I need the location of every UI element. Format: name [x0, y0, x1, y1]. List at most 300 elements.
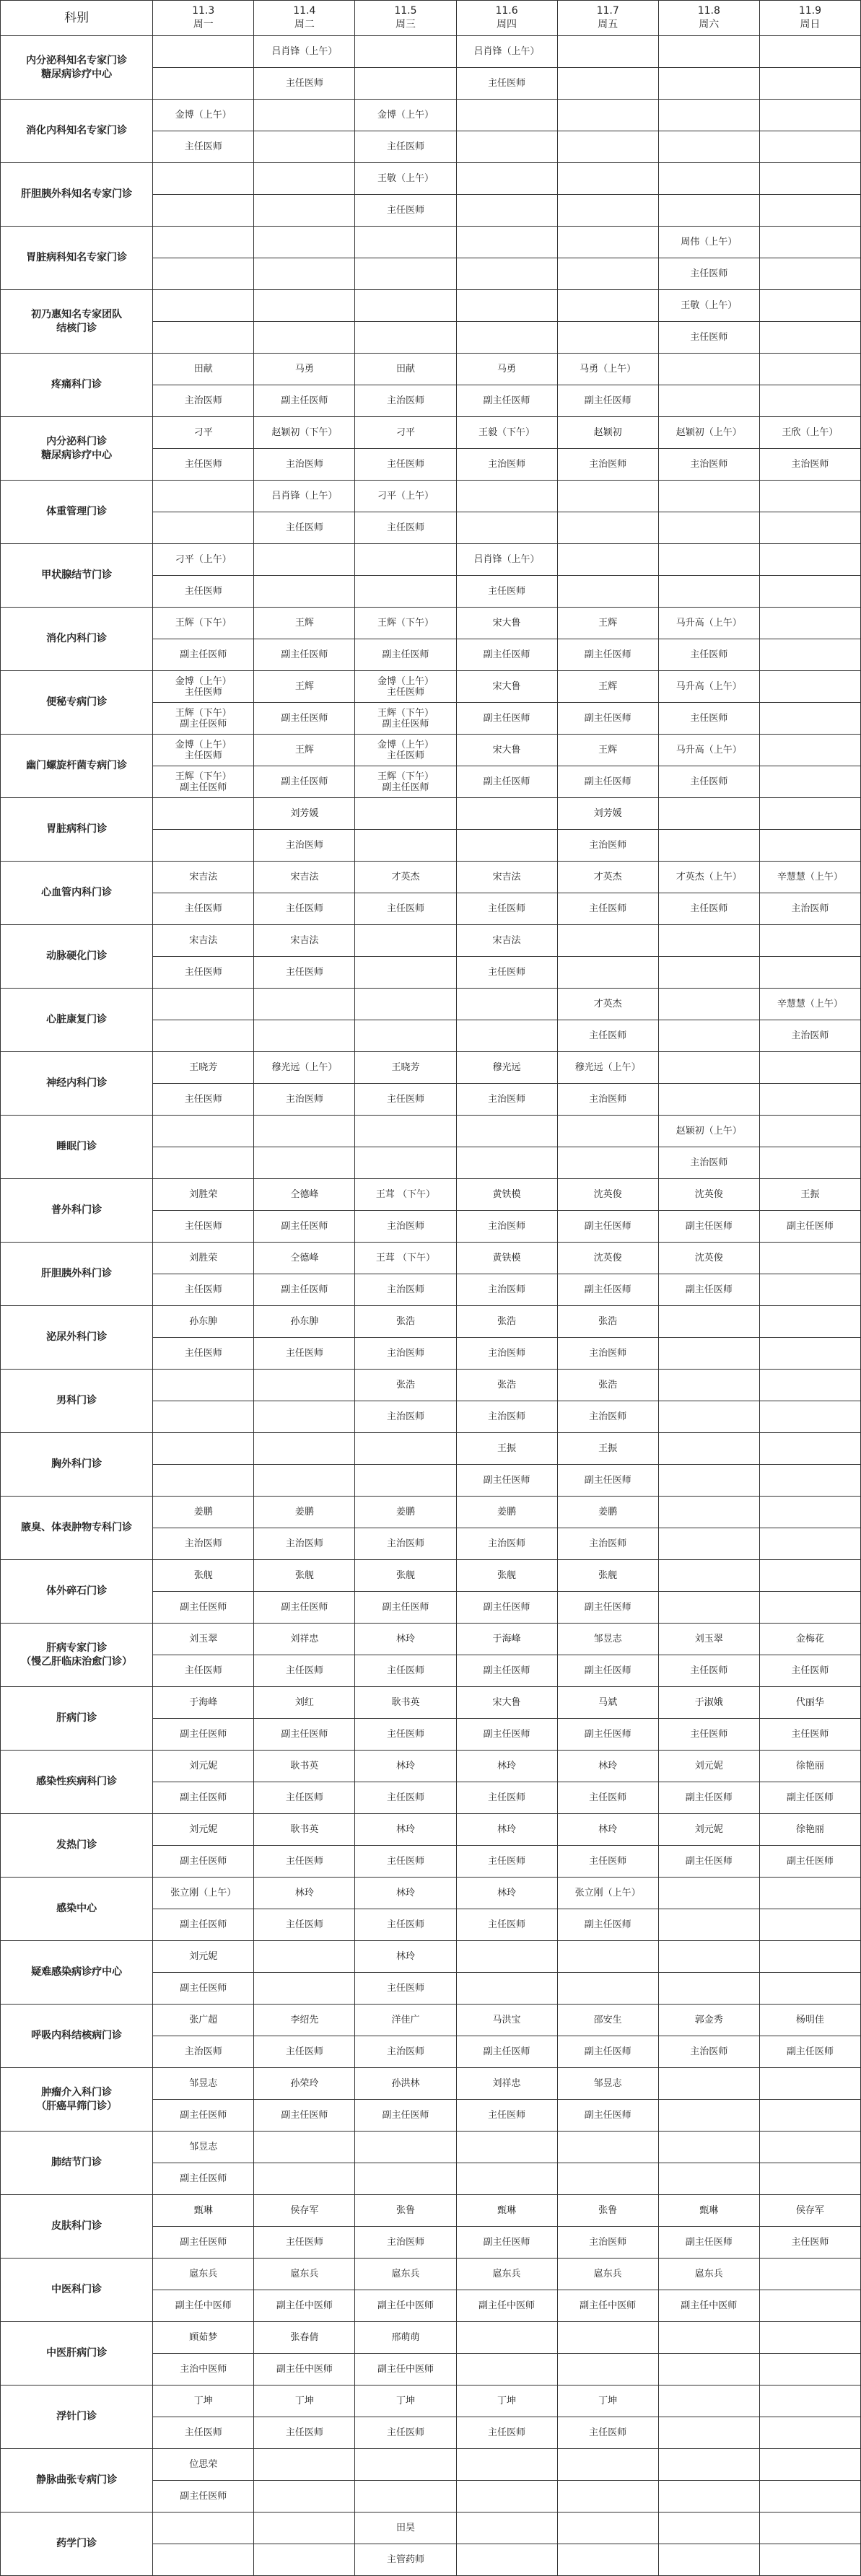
day-date: 11.6: [495, 5, 518, 17]
doctor-cell: [759, 2322, 860, 2354]
doctor-row: [1, 925, 861, 957]
doctor-cell: [557, 100, 658, 131]
title-cell: 副主任医师: [658, 1846, 759, 1878]
doctor-cell: 王辉: [254, 671, 355, 703]
title-cell: [658, 1020, 759, 1052]
title-cell: 主任医师: [658, 766, 759, 798]
doctor-cell: [355, 544, 456, 576]
title-cell: 副主任医师: [456, 1592, 557, 1624]
doctor-cell: 金博（上午） 主任医师: [355, 671, 456, 703]
title-cell: [254, 1147, 355, 1179]
title-cell: 副主任医师: [759, 1211, 860, 1243]
title-cell: 副主任医师: [658, 1211, 759, 1243]
doctor-cell: 刘胜荣: [153, 1179, 254, 1211]
title-cell: 主任医师: [254, 1338, 355, 1370]
doctor-cell: 丁坤: [254, 2386, 355, 2417]
title-cell: 主任医师: [456, 1909, 557, 1941]
doctor-cell: 王振: [557, 1433, 658, 1465]
title-cell: 主治医师: [153, 1528, 254, 1560]
doctor-cell: [153, 290, 254, 322]
doctor-cell: 田献: [355, 354, 456, 385]
doctor-row: [1, 608, 861, 639]
title-cell: 主治医师: [254, 1084, 355, 1116]
doctor-cell: [254, 1370, 355, 1401]
doctor-cell: [759, 1052, 860, 1084]
doctor-cell: [355, 2132, 456, 2163]
doctor-cell: [658, 1433, 759, 1465]
title-cell: 主任医师: [153, 576, 254, 608]
title-cell: [153, 1020, 254, 1052]
title-cell: [759, 258, 860, 290]
department-name: 肝病门诊: [1, 1687, 153, 1751]
doctor-cell: [557, 163, 658, 195]
day-header: [456, 1, 557, 36]
title-cell: 主任医师: [355, 1782, 456, 1814]
title-cell: [759, 322, 860, 354]
department-name: 胸外科门诊: [1, 1433, 153, 1497]
doctor-cell: [658, 1370, 759, 1401]
doctor-cell: 宋吉法: [153, 862, 254, 893]
title-cell: [759, 68, 860, 100]
title-cell: 主任医师: [153, 131, 254, 163]
department-name: 体重管理门诊: [1, 481, 153, 544]
doctor-row: [1, 1243, 861, 1274]
title-cell: 王辉（下午） 副主任医师: [355, 703, 456, 735]
title-cell: 主任医师: [456, 1782, 557, 1814]
department-name: 中医肝病门诊: [1, 2322, 153, 2386]
doctor-cell: 王辉: [254, 735, 355, 766]
doctor-cell: [153, 1433, 254, 1465]
doctor-row: [1, 1116, 861, 1147]
title-cell: [658, 2163, 759, 2195]
doctor-cell: 张舰: [557, 1560, 658, 1592]
doctor-cell: 才英杰: [557, 862, 658, 893]
doctor-row: [1, 354, 861, 385]
title-cell: 副主任医师: [355, 1592, 456, 1624]
doctor-cell: [557, 481, 658, 512]
doctor-cell: [254, 2132, 355, 2163]
doctor-cell: 刘元妮: [153, 1751, 254, 1782]
title-cell: 主任医师: [355, 1909, 456, 1941]
doctor-cell: [355, 290, 456, 322]
title-cell: [658, 830, 759, 862]
title-cell: [153, 512, 254, 544]
title-cell: 主任医师: [456, 68, 557, 100]
doctor-row: [1, 2513, 861, 2544]
title-cell: 主治医师: [557, 1528, 658, 1560]
doctor-cell: 周伟（上午）: [658, 227, 759, 258]
title-cell: [153, 1147, 254, 1179]
title-cell: 主治医师: [355, 2227, 456, 2259]
doctor-row: [1, 163, 861, 195]
department-name: 消化内科门诊: [1, 608, 153, 671]
title-cell: [759, 1592, 860, 1624]
title-cell: 主治医师: [456, 1338, 557, 1370]
doctor-cell: [658, 2449, 759, 2481]
department-name: 甲状腺结节门诊: [1, 544, 153, 608]
doctor-cell: 辛慧慧（上午）: [759, 862, 860, 893]
doctor-cell: 林玲: [355, 1941, 456, 1973]
doctor-row: [1, 1687, 861, 1719]
title-cell: 主任医师: [355, 1655, 456, 1687]
title-cell: [658, 957, 759, 989]
doctor-cell: 王晓芳: [355, 1052, 456, 1084]
day-date: 11.4: [293, 5, 316, 17]
title-cell: [557, 1973, 658, 2005]
doctor-cell: 宋吉法: [456, 925, 557, 957]
doctor-cell: 张浩: [557, 1306, 658, 1338]
doctor-cell: 王辉（下午）: [153, 608, 254, 639]
title-cell: 副主任医师: [456, 1719, 557, 1751]
doctor-cell: [557, 2449, 658, 2481]
day-weekday: 周二: [294, 19, 315, 30]
title-cell: 副主任医师: [355, 2100, 456, 2132]
doctor-cell: [759, 544, 860, 576]
doctor-cell: 刘元妮: [153, 1941, 254, 1973]
doctor-cell: 赵颖初（上午）: [658, 1116, 759, 1147]
doctor-cell: 穆光远: [456, 1052, 557, 1084]
doctor-cell: [557, 544, 658, 576]
doctor-cell: 姜鹏: [456, 1497, 557, 1528]
doctor-cell: [759, 2449, 860, 2481]
title-cell: 主任医师: [254, 893, 355, 925]
doctor-cell: 吕肖锋（上午）: [456, 36, 557, 68]
doctor-cell: 马升高（上午）: [658, 735, 759, 766]
department-name: 泌尿外科门诊: [1, 1306, 153, 1370]
doctor-cell: 林玲: [355, 1624, 456, 1655]
title-cell: 主治医师: [759, 449, 860, 481]
title-cell: [658, 1338, 759, 1370]
day-date: 11.8: [697, 5, 720, 17]
doctor-row: [1, 36, 861, 68]
title-cell: 副主任医师: [759, 2036, 860, 2068]
doctor-cell: 才英杰: [557, 989, 658, 1020]
doctor-row: [1, 2449, 861, 2481]
title-cell: 主治医师: [355, 385, 456, 417]
doctor-cell: 辛慧慧（上午）: [759, 989, 860, 1020]
title-cell: [557, 576, 658, 608]
department-name: 内分泌科知名专家门诊 糖尿病诊疗中心: [1, 36, 153, 100]
title-cell: [658, 576, 759, 608]
title-cell: [254, 195, 355, 227]
title-cell: 主治医师: [355, 1338, 456, 1370]
title-cell: 副主任医师: [456, 385, 557, 417]
title-cell: [254, 2481, 355, 2513]
title-cell: [759, 385, 860, 417]
title-cell: 副主任医师: [557, 2100, 658, 2132]
doctor-row: [1, 1306, 861, 1338]
doctor-cell: [759, 163, 860, 195]
department-name: 肿瘤介入科门诊 （肝癌早筛门诊）: [1, 2068, 153, 2132]
doctor-cell: 林玲: [557, 1814, 658, 1846]
doctor-cell: 张舰: [153, 1560, 254, 1592]
day-header: [355, 1, 456, 36]
doctor-cell: 张浩: [456, 1306, 557, 1338]
doctor-cell: 邵安生: [557, 2005, 658, 2036]
doctor-cell: 邹昱志: [557, 2068, 658, 2100]
doctor-cell: [254, 1116, 355, 1147]
title-cell: 副主任中医师: [456, 2290, 557, 2322]
doctor-cell: [557, 925, 658, 957]
title-cell: 主治医师: [153, 385, 254, 417]
doctor-cell: [456, 1941, 557, 1973]
title-cell: 主任医师: [254, 2227, 355, 2259]
doctor-cell: 丁坤: [456, 2386, 557, 2417]
department-name: 感染中心: [1, 1878, 153, 1941]
title-cell: 主任医师: [557, 1846, 658, 1878]
title-cell: 主治医师: [355, 2036, 456, 2068]
title-cell: [658, 68, 759, 100]
doctor-cell: 林玲: [254, 1878, 355, 1909]
title-cell: [658, 2481, 759, 2513]
doctor-cell: 田献: [153, 354, 254, 385]
doctor-cell: [658, 544, 759, 576]
title-cell: 王辉（下午） 副主任医师: [153, 703, 254, 735]
doctor-cell: [759, 925, 860, 957]
doctor-cell: [759, 100, 860, 131]
department-name: 神经内科门诊: [1, 1052, 153, 1116]
doctor-cell: [153, 1116, 254, 1147]
doctor-cell: [658, 1560, 759, 1592]
doctor-cell: 张浩: [355, 1306, 456, 1338]
department-name: 药学门诊: [1, 2513, 153, 2576]
title-cell: [153, 258, 254, 290]
doctor-cell: 张舰: [456, 1560, 557, 1592]
title-cell: [759, 2100, 860, 2132]
dept-column-header: 科别: [1, 1, 153, 36]
title-cell: 副主任医师: [254, 1274, 355, 1306]
doctor-cell: [557, 1116, 658, 1147]
title-cell: [254, 1401, 355, 1433]
doctor-cell: 金博（上午）: [153, 100, 254, 131]
day-weekday: 周五: [598, 19, 619, 30]
department-name: 肺结节门诊: [1, 2132, 153, 2195]
doctor-cell: 吕肖锋（上午）: [254, 36, 355, 68]
doctor-cell: [153, 481, 254, 512]
title-cell: [658, 195, 759, 227]
doctor-cell: [658, 925, 759, 957]
doctor-row: [1, 1370, 861, 1401]
doctor-row: [1, 2259, 861, 2290]
department-name: 心血管内科门诊: [1, 862, 153, 925]
doctor-row: [1, 798, 861, 830]
title-cell: 副主任中医师: [254, 2354, 355, 2386]
doctor-cell: 林玲: [456, 1814, 557, 1846]
doctor-row: [1, 2195, 861, 2227]
doctor-row: [1, 1878, 861, 1909]
title-cell: [759, 1147, 860, 1179]
title-cell: [456, 830, 557, 862]
title-cell: [153, 2544, 254, 2576]
doctor-cell: 张舰: [254, 1560, 355, 1592]
doctor-cell: [456, 2322, 557, 2354]
title-cell: 主任医师: [557, 893, 658, 925]
doctor-cell: 穆光远（上午）: [254, 1052, 355, 1084]
title-cell: [658, 2100, 759, 2132]
doctor-cell: 位思荣: [153, 2449, 254, 2481]
doctor-cell: 宋大鲁: [456, 608, 557, 639]
title-cell: 主任医师: [658, 1719, 759, 1751]
title-cell: 主治医师: [355, 1401, 456, 1433]
doctor-cell: 王辉（下午）: [355, 608, 456, 639]
doctor-cell: [254, 1433, 355, 1465]
doctor-cell: [658, 2068, 759, 2100]
doctor-cell: [658, 163, 759, 195]
doctor-row: [1, 1497, 861, 1528]
day-header: [759, 1, 860, 36]
department-name: 便秘专病门诊: [1, 671, 153, 735]
title-cell: 主任医师: [658, 1655, 759, 1687]
title-cell: 主任医师: [456, 2100, 557, 2132]
title-cell: 主任医师: [254, 1846, 355, 1878]
title-cell: [456, 1020, 557, 1052]
doctor-cell: [355, 925, 456, 957]
title-cell: 副主任医师: [658, 1782, 759, 1814]
doctor-cell: 林玲: [557, 1751, 658, 1782]
doctor-cell: 金博（上午） 主任医师: [153, 671, 254, 703]
doctor-cell: 代丽华: [759, 1687, 860, 1719]
title-cell: 主任医师: [456, 1846, 557, 1878]
title-cell: [658, 2354, 759, 2386]
doctor-cell: 金博（上午）: [355, 100, 456, 131]
doctor-cell: [557, 2322, 658, 2354]
doctor-cell: [658, 1497, 759, 1528]
doctor-cell: [759, 1370, 860, 1401]
department-name: 感染性疾病科门诊: [1, 1751, 153, 1814]
department-name: 静脉曲张专病门诊: [1, 2449, 153, 2513]
title-cell: 主任医师: [759, 1719, 860, 1751]
doctor-cell: [355, 36, 456, 68]
title-cell: 主治医师: [658, 2036, 759, 2068]
title-cell: 主治医师: [759, 1020, 860, 1052]
doctor-row: [1, 1624, 861, 1655]
title-cell: [456, 1147, 557, 1179]
doctor-cell: 张鲁: [355, 2195, 456, 2227]
doctor-cell: 吕肖锋（上午）: [254, 481, 355, 512]
doctor-cell: 邹昱志: [153, 2132, 254, 2163]
doctor-cell: [658, 989, 759, 1020]
title-cell: [759, 1084, 860, 1116]
doctor-cell: 刘元妮: [153, 1814, 254, 1846]
title-cell: 副主任中医师: [153, 2290, 254, 2322]
doctor-cell: 马升高（上午）: [658, 671, 759, 703]
doctor-cell: 扈东兵: [456, 2259, 557, 2290]
department-name: 男科门诊: [1, 1370, 153, 1433]
doctor-cell: 扈东兵: [658, 2259, 759, 2290]
title-cell: [658, 2544, 759, 2576]
doctor-cell: 刘元妮: [658, 1814, 759, 1846]
title-cell: 主任医师: [254, 1909, 355, 1941]
title-cell: [557, 957, 658, 989]
department-name: 肝病专家门诊 （慢乙肝临床治愈门诊）: [1, 1624, 153, 1687]
title-cell: 副主任医师: [557, 2036, 658, 2068]
title-cell: [355, 322, 456, 354]
title-cell: 副主任医师: [254, 766, 355, 798]
doctor-cell: 王辉: [557, 608, 658, 639]
doctor-cell: 姜鹏: [153, 1497, 254, 1528]
doctor-cell: 张春倩: [254, 2322, 355, 2354]
title-cell: [355, 2163, 456, 2195]
doctor-cell: 马洪宝: [456, 2005, 557, 2036]
doctor-cell: 王敬（上午）: [355, 163, 456, 195]
doctor-cell: 侯存军: [254, 2195, 355, 2227]
doctor-cell: 林玲: [456, 1751, 557, 1782]
doctor-cell: 扈东兵: [254, 2259, 355, 2290]
doctor-cell: 才英杰（上午）: [658, 862, 759, 893]
doctor-cell: [759, 227, 860, 258]
doctor-cell: [557, 36, 658, 68]
doctor-cell: [456, 798, 557, 830]
title-cell: 副主任医师: [557, 1909, 658, 1941]
doctor-cell: [759, 1243, 860, 1274]
doctor-cell: 邹昱志: [153, 2068, 254, 2100]
department-name: 内分泌科门诊 糖尿病诊疗中心: [1, 417, 153, 481]
doctor-cell: [254, 290, 355, 322]
title-cell: [153, 195, 254, 227]
doctor-cell: 甄琳: [658, 2195, 759, 2227]
title-cell: [658, 2417, 759, 2449]
title-cell: [759, 1338, 860, 1370]
title-cell: 主任医师: [456, 957, 557, 989]
department-name: 皮肤科门诊: [1, 2195, 153, 2259]
title-cell: 副主任医师: [557, 766, 658, 798]
title-cell: 主任医师: [254, 512, 355, 544]
doctor-row: [1, 1052, 861, 1084]
title-cell: 主任医师: [557, 2417, 658, 2449]
title-cell: 副主任医师: [456, 2036, 557, 2068]
doctor-cell: [759, 2259, 860, 2290]
doctor-cell: [355, 1433, 456, 1465]
doctor-cell: [759, 1433, 860, 1465]
doctor-cell: 宋大鲁: [456, 1687, 557, 1719]
title-cell: 主任医师: [759, 2227, 860, 2259]
doctor-row: [1, 1941, 861, 1973]
doctor-cell: 张立刚（上午）: [557, 1878, 658, 1909]
title-cell: 主任医师: [759, 1655, 860, 1687]
doctor-cell: 丁坤: [153, 2386, 254, 2417]
doctor-cell: 刘玉翠: [658, 1624, 759, 1655]
doctor-cell: [456, 2513, 557, 2544]
title-cell: [557, 195, 658, 227]
title-cell: 主任医师: [658, 322, 759, 354]
department-name: 动脉硬化门诊: [1, 925, 153, 989]
title-cell: 主治医师: [557, 1338, 658, 1370]
doctor-cell: [456, 227, 557, 258]
title-cell: [658, 1592, 759, 1624]
doctor-cell: [658, 798, 759, 830]
title-cell: 主任医师: [355, 1846, 456, 1878]
doctor-cell: 甄琳: [456, 2195, 557, 2227]
doctor-cell: 宋大鲁: [456, 735, 557, 766]
doctor-cell: 姜鹏: [254, 1497, 355, 1528]
title-cell: 主任医师: [254, 68, 355, 100]
doctor-cell: [456, 2132, 557, 2163]
title-cell: 副主任医师: [254, 2100, 355, 2132]
doctor-cell: [658, 36, 759, 68]
title-cell: [557, 68, 658, 100]
doctor-cell: 林玲: [355, 1814, 456, 1846]
department-name: 消化内科知名专家门诊: [1, 100, 153, 163]
title-cell: 主治中医师: [153, 2354, 254, 2386]
doctor-cell: [153, 163, 254, 195]
title-cell: [759, 766, 860, 798]
doctor-cell: 扈东兵: [355, 2259, 456, 2290]
doctor-cell: [658, 1941, 759, 1973]
title-cell: [658, 1401, 759, 1433]
doctor-cell: [658, 1052, 759, 1084]
doctor-cell: [456, 290, 557, 322]
title-cell: [759, 2354, 860, 2386]
